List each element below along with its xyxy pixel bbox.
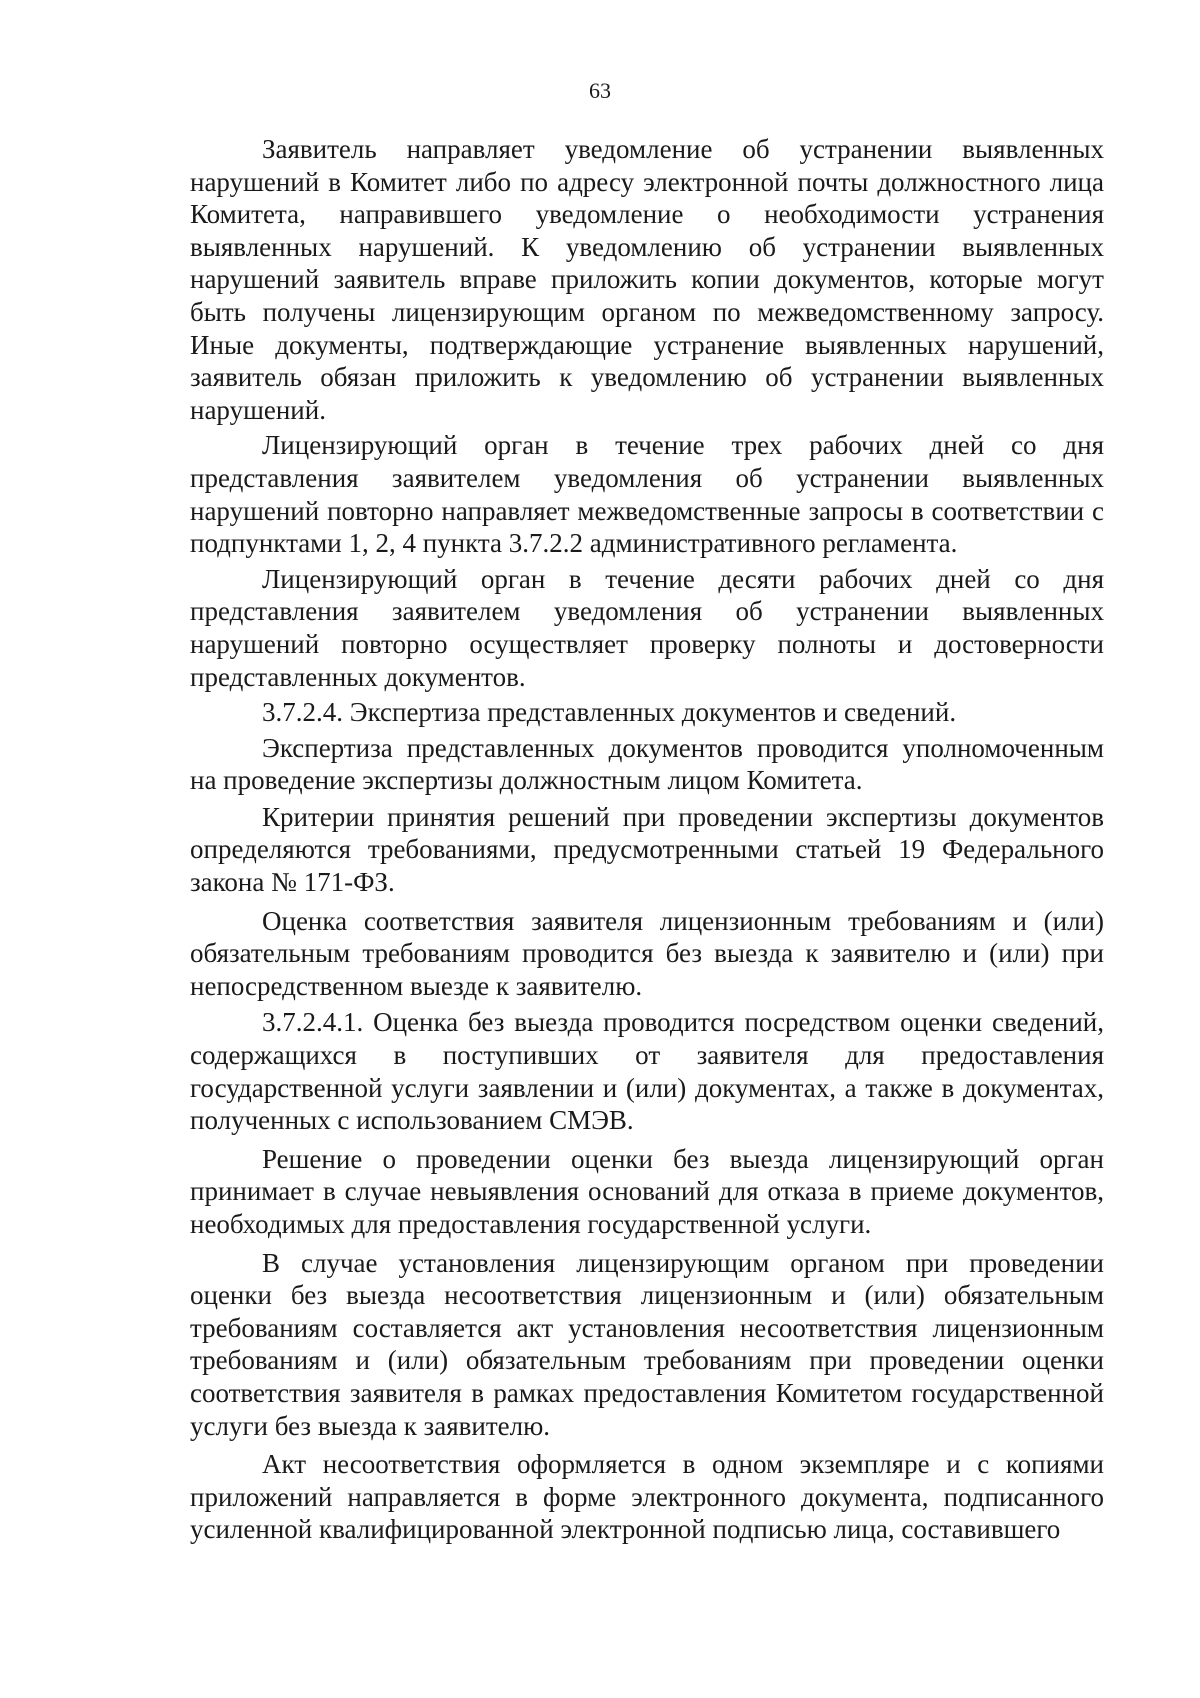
paragraph-noncompliance-act: В случае установления лицензирующим органом при проведении оценки без выезда несоответствия лицензионным и (или) обязательным требованиям составляется акт установления несоответствия лицензионным требованиям и (или) обязательным требованиям при проведении оценки соответствия заявителя в рамках предоставления Комитетом государственной услуги без выезда к заявителю. bbox=[190, 1247, 1104, 1441]
section-heading-expertise: 3.7.2.4. Экспертиза представленных документов и сведений. bbox=[262, 697, 957, 728]
paragraph-violation-notice: Заявитель направляет уведомление об устранении выявленных нарушений в Комитет либо по адресу электронной почты должностного лица Комитета, направившего уведомление о необходимости устранения выявленных нарушений. К уведомлению об устранении выявленных нарушений заявитель вправе приложить копии документов, которые могут быть получены лицензирующим органом по межведомственному запросу. Иные документы, подтверждающие устранение выявленных нарушений, заявитель обязан приложить к уведомлению об устранении выявленных нарушений. bbox=[190, 134, 1104, 425]
paragraph-decision-criteria: Критерии принятия решений при проведении экспертизы документов определяются требованиями, предусмотренными статьей 19 Федерального закона № 171-ФЗ. bbox=[190, 801, 1104, 898]
paragraph-expertise-official: Экспертиза представленных документов проводится уполномоченным на проведение экспертизы должностным лицом Комитета. bbox=[190, 732, 1104, 796]
paragraph-act-registration: Акт несоответствия оформляется в одном экземпляре и с копиями приложений направляется в форме электронного документа, подписанного усиленной квалифицированной электронной подписью лица, составившего bbox=[190, 1449, 1104, 1545]
paragraph-repeat-check: Лицензирующий орган в течение десяти рабочих дней со дня представления заявителем уведомления об устранении выявленных нарушений повторно осуществляет проверку полноты и достоверности представленных документов. bbox=[190, 563, 1104, 692]
paragraph-remote-decision: Решение о проведении оценки без выезда лицензирующий орган принимает в случае невыявления оснований для отказа в приеме документов, необходимых для предоставления государственной услуги. bbox=[190, 1143, 1104, 1239]
document-body bbox=[190, 133, 1104, 1546]
paragraph-compliance-assessment: Оценка соответствия заявителя лицензионным требованиям и (или) обязательным требованиям проводится без выезда к заявителю и (или) при непосредственном выезде к заявителю. bbox=[190, 905, 1104, 1001]
paragraph-remote-assessment: 3.7.2.4.1. Оценка без выезда проводится посредством оценки сведений, содержащихся в поступивших от заявителя для предоставления государственной услуги заявлении и (или) документах, а также в документах, полученных с использованием СМЭВ. bbox=[190, 1007, 1104, 1136]
page-number: 63 bbox=[589, 78, 611, 103]
paragraph-repeat-requests: Лицензирующий орган в течение трех рабочих дней со дня представления заявителем уведомления об устранении выявленных нарушений повторно направляет межведомственные запросы в соответствии с подпунктами 1, 2, 4 пункта 3.7.2.2 административного регламента. bbox=[190, 430, 1104, 559]
